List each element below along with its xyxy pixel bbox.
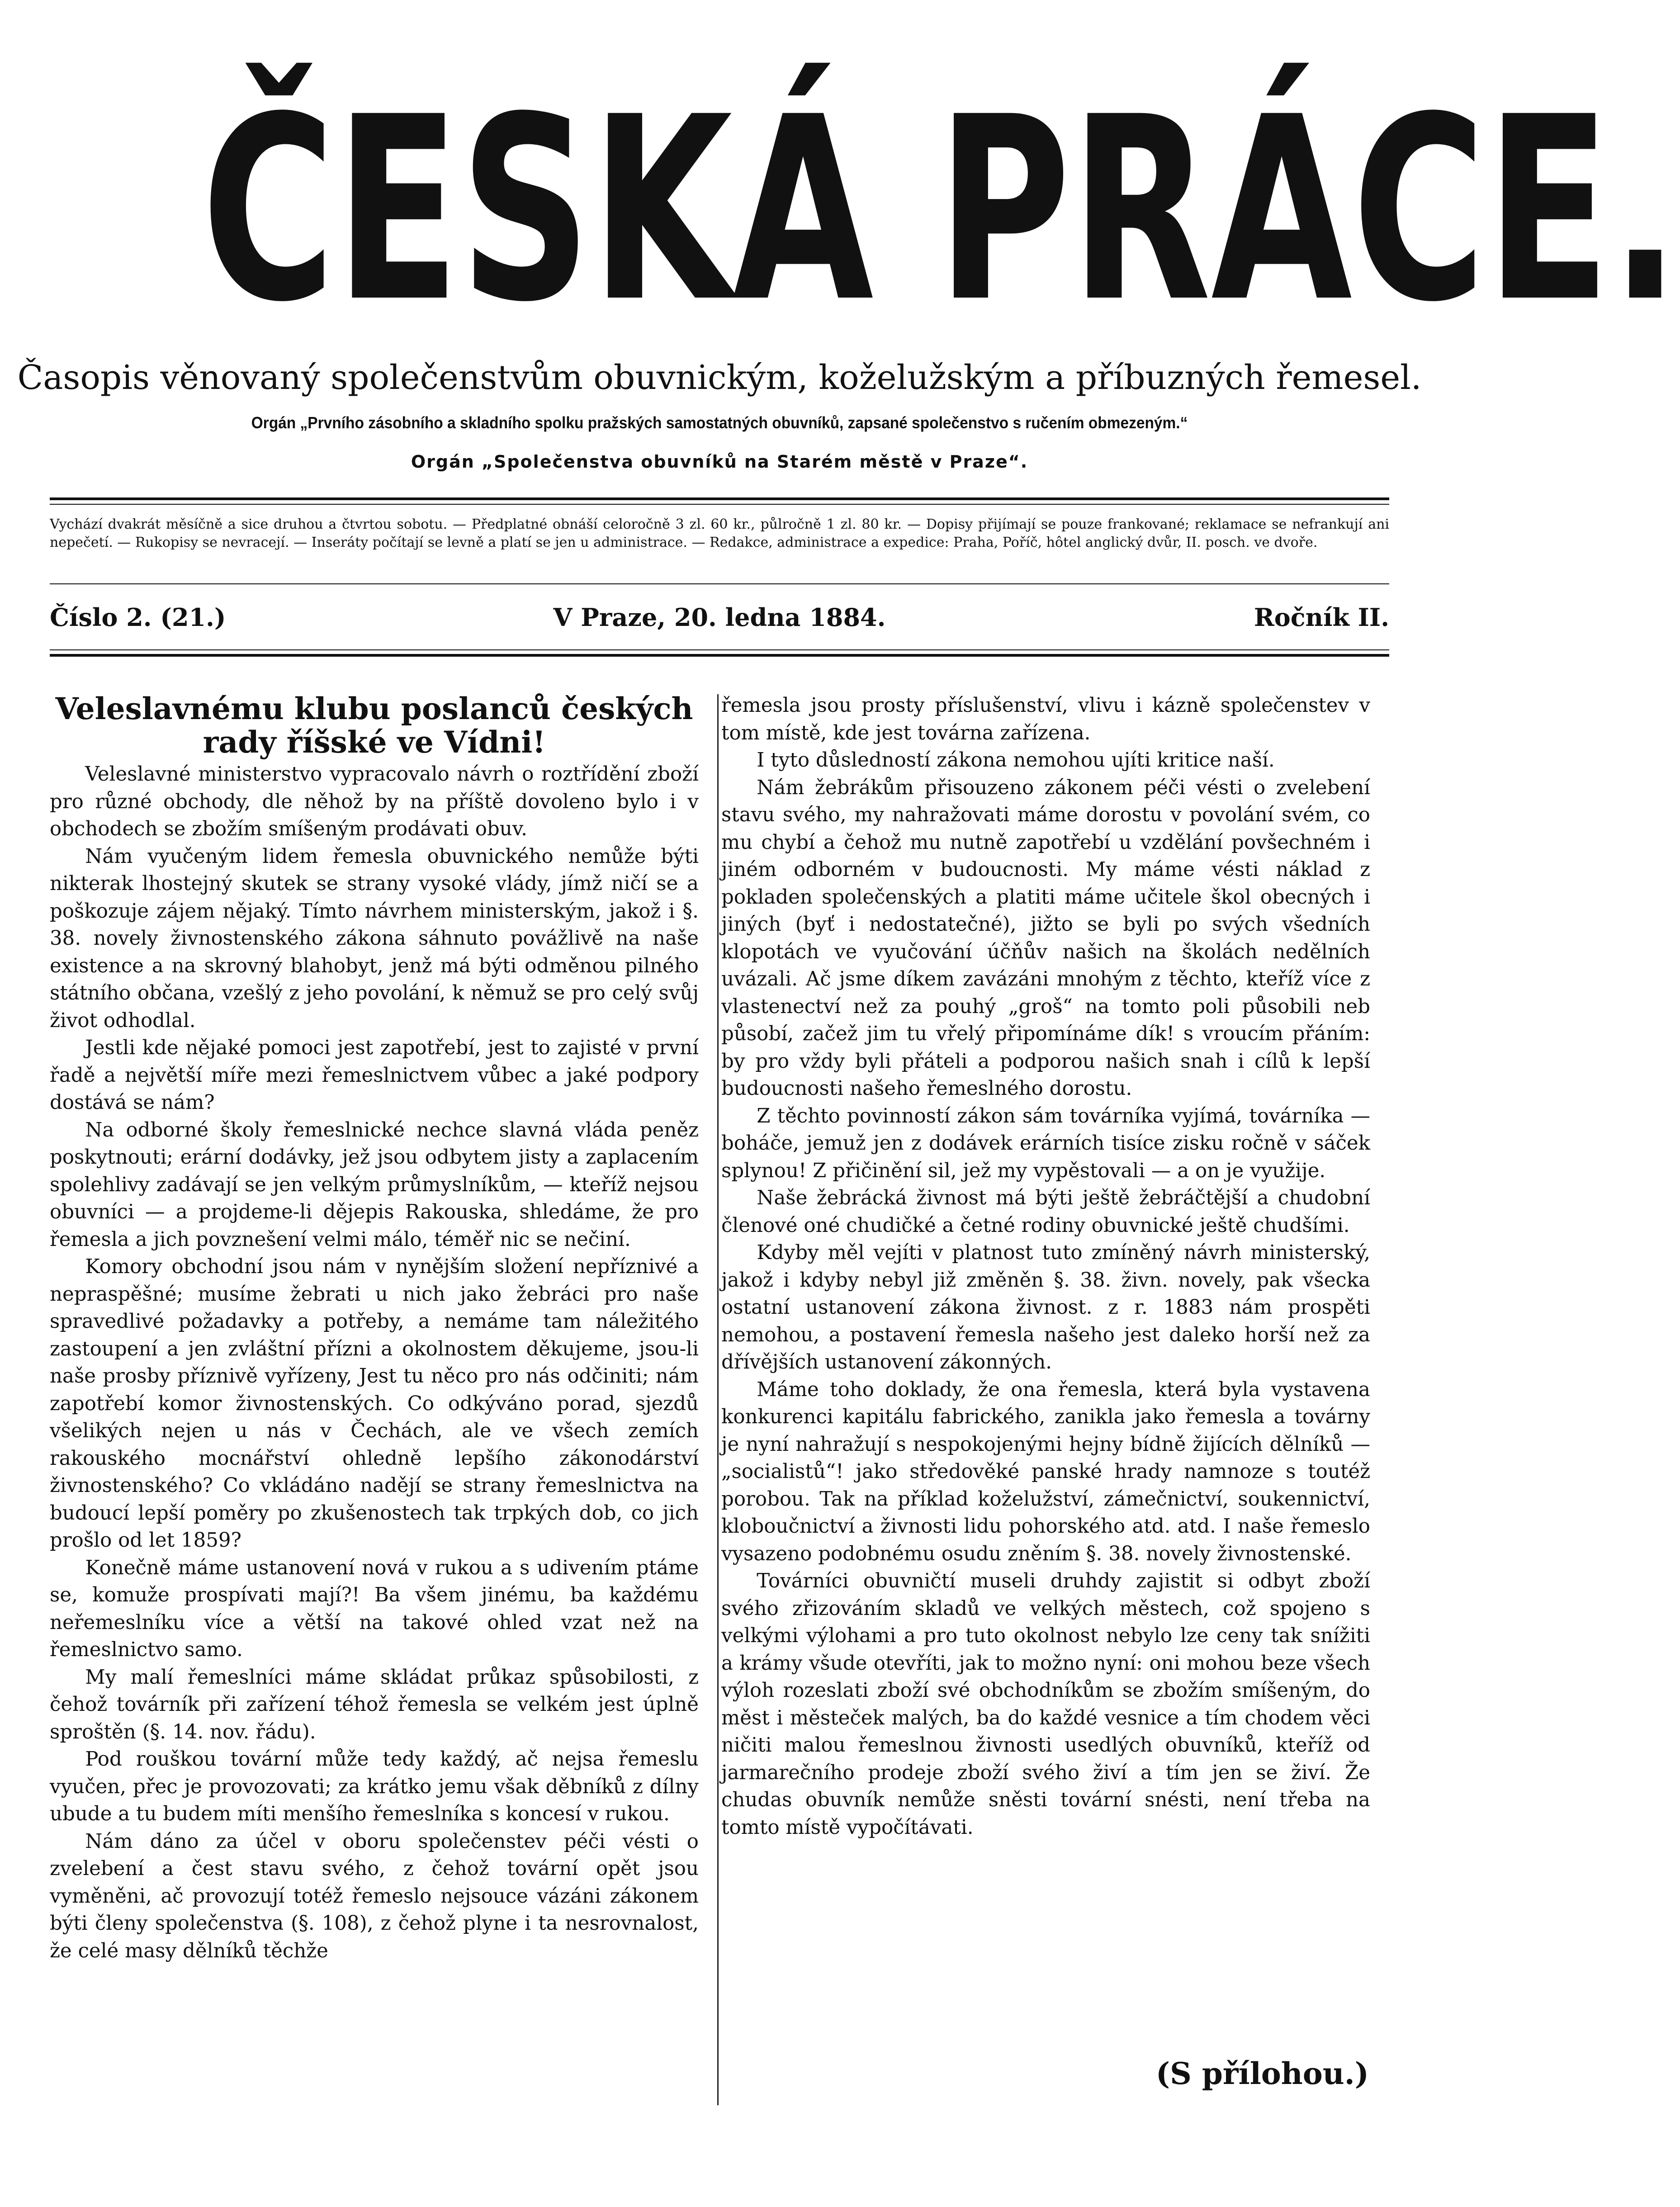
paragraph: Jestli kde nějaké pomoci jest zapotřebí, jest to zajisté v první řadě a největší míře mezi řemeslnictvem vůbec a jaké podpory dostává se nám? [50, 1037, 699, 1114]
issue-number: Číslo 2. (21.) [50, 603, 226, 632]
rule-thin-top [50, 504, 1389, 505]
paragraph: Na odborné školy řemeslnické nechce slavná vláda peněz poskytnouti; erární dodávky, jež jsou odbytem jisty a zaplacením spolehlivy zadávají se jen velkým průmyslníkům, — kteříž nejsou obuvníci — a projdeme-li dějepis Rakouska, shledáme, že pro řemesla a jich povznešení velmi málo, téměř nic se nečiní. [50, 1118, 699, 1251]
organ-line-2: Orgán „Společenstva obuvníků na Starém městě v Praze“. [411, 452, 1028, 472]
paragraph: Kdyby měl vejíti v platnost tuto zmíněný návrh ministerský, jakož i kdyby nebyl již změněn §. 38. živn. novely, pak všecka ostatní ustanovení zákona živnost. z r. 1883 nám prospěti nemohou, a postavení řemesla našeho jest daleko horší než za dřívějších ustanovení zákonných. [721, 1241, 1370, 1373]
paragraph: Veleslavné ministerstvo vypracovalo návrh o roztřídění zboží pro různé obchody, dle něhož by na příště dovoleno bylo i v obchodech se zbožím smíšeným prodávati obuv. [50, 763, 699, 840]
paragraph: Máme toho doklady, že ona řemesla, která byla vystavena konkurenci kapitálu fabrického, zanikla jako řemesla a továrny je nyní nahražují s nespokojenými hejny bídně žijících dělníků — „socialistů“! jako středověké panské hrady namnoze s toutéž porobou. Tak na příklad koželužství, zámečnictví, soukennictví, kloboučnictví a živnosti lidu pohorského atd. atd. I naše řemeslo vysazeno podobnému osudu zněním §. 38. novely živnostenské. [721, 1378, 1370, 1565]
rule-thick-top [50, 497, 1389, 500]
masthead-subtitle: Časopis věnovaný společenstvům obuvnickým, koželužským a příbuzných řemesel. [17, 358, 1422, 397]
attachment-note: (S přílohou.) [1155, 2056, 1369, 2091]
rule-thin-info [50, 583, 1389, 584]
issue-volume: Ročník II. [1254, 603, 1389, 632]
rule-thick-issue [50, 654, 1389, 657]
column-divider [717, 694, 719, 2105]
paragraph: I tyto důsledností zákona nemohou ujíti kritice naší. [757, 749, 1275, 772]
paragraph: Nám vyučeným lidem řemesla obuvnického nemůže býti nikterak lhostejný skutek se strany vysoké vlády, jímž ničí se a poškozuje zájem nějaký. Tímto návrhem ministerským, jakož i §. 38. novely živnostenského zákona sáhnuto povážlivě na naše existence a na skrovný blahobyt, jenž má býti odměnou pilného státního občana, vzešlý z jeho povolání, k němuž se pro celý svůj život odhodlal. [50, 845, 699, 1032]
article-column-left [50, 692, 699, 1965]
rule-thin-issue [50, 649, 1389, 650]
paragraph: Nám dáno za účel v oboru společenstev péči vésti o zvelebení a čest stavu svého, z čehož tovární opět jsou vyměněni, ač provozují totéž řemeslo nejsouce vázáni zákonem býti členy společenstva (§. 108), z čehož plyne i ta nesrovnalost, že celé masy dělníků těchže [50, 1830, 699, 1962]
paragraph: Naše žebrácká živnost má býti ještě žebráčtější a chudobní členové oné chudičké a četné rodiny obuvnické ještě chudšími. [721, 1187, 1370, 1237]
organ-line-1: Orgán „Prvního zásobního a skladního spolku pražských samostatných obuvníků, zapsané společenstvo s ručením obmezeným.“ [251, 413, 1188, 432]
paragraph: Pod rouškou tovární může tedy každý, ač nejsa řemeslu vyučen, přec je provozovati; za krátko jemu však děbníků z dílny ubude a tu budem míti menšího řemeslníka s koncesí v rukou. [50, 1748, 699, 1825]
paragraph: Z těchto povinností zákon sám továrníka vyjímá, továrníka — boháče, jemuž jen z dodávek erárních tisíce zisku ročně v sáček splynou! Z přičinění sil, jež my vypěstovali — a on je využije. [721, 1104, 1370, 1182]
paragraph: Komory obchodní jsou nám v nynějším složení nepříznivé a nepraspěšné; musíme žebrati u nich jako žebráci pro naše spravedlivé požadavky a potřeby, a nemáme tam náležitého zastoupení a jen zvláštní přízni a okolnostem děkujeme, jsou-li naše prosby příznivě vyřízeny, Jest tu něco pro nás odčiniti; nám zapotřebí komor živnostenských. Co odkýváno porad, sjezdů všelikých nejen u nás v Čechách, ale ve všech zemích rakouského mocnářství ohledně lepšího zákonodárství živnostenského? Co vkládáno nadějí se strany řemeslnictva na budoucí lepší poměry po zkušenostech tak trpkých dob, co jich prošlo od let 1859? [50, 1255, 699, 1552]
paragraph: řemesla jsou prosty příslušenství, vlivu i kázně společenstev v tom místě, kde jest továrna zařízena. [721, 694, 1370, 744]
paragraph: My malí řemeslníci máme skládat průkaz spůsobilosti, z čehož továrník při zařízení téhož řemesla se velkém jest úplně sproštěn (§. 14. nov. řádu). [50, 1666, 699, 1743]
article-column-right [721, 692, 1370, 1841]
article-headline: Veleslavnému klubu poslanců českých rady říšské ve Vídni! [55, 691, 693, 760]
publication-info: Vychází dvakrát měsíčně a sice druhou a čtvrtou sobotu. — Předplatné obnáší celoročně 3 zl. 60 kr., půlročně 1 zl. 80 kr. — Dopisy přijímají se pouze frankované; reklamace se nefrankují ani nepečetí. — Rukopisy se nevracejí. — Inseráty počítají se levně a platí se jen u administrace. — Redakce, administrace a expedice: Praha, Poříč, hôtel anglický dvůr, II. posch. ve dvoře. [50, 516, 1389, 550]
issue-place-date: V Praze, 20. ledna 1884. [553, 603, 886, 632]
masthead-title: ČESKÁ PRÁCE. [201, 63, 1680, 358]
paragraph: Továrníci obuvničtí museli druhdy zajistit si odbyt zboží svého zřizováním skladů ve velkých městech, což spojeno s velkými výlohami a pro tuto okolnost nebylo lze ceny tak snížiti a krámy všude otevříti, jak to možno nyní: oni mohou beze všech výloh rozeslati zboží své obchodníkům se zbožím smíšeným, do měst i městeček malých, ba do každé vesnice a tím chodem věci ničiti malou řemeslnou živnosti usedlých obuvníků, kteříž od jarmarečního prodeje zboží svého živí a tím jen se živí. Že chudas obuvník nemůže sněsti tovární snésti, není třeba na tomto místě vypočítávati. [721, 1570, 1370, 1839]
paragraph: Nám žebrákům přisouzeno zákonem péči vésti o zvelebení stavu svého, my nahražovati máme dorostu v povolání svém, co mu chybí a čehož mu nutně zapotřebí u vzdělání povšechném i jiném odborném v budoucnosti. My máme vésti náklad z pokladen společenských a platiti máme učitele škol obecných i jiných (byť i nedostatečné), jižto se byli po svých všedních klopotách ve vyučování účňův našich na školách nedělních uvázali. Ač jsme díkem zavázáni mnohým z těchto, kteříž více z vlastenectví než za pouhý „groš“ na tomto poli působili neb působí, začež jim tu vřelý připomínáme dík! s vroucím přáním: by pro vždy byli přáteli a podporou našich snah i cílů k lepší budoucnosti našeho řemeslného dorostu. [721, 776, 1370, 1100]
paragraph: Konečně máme ustanovení nová v rukou a s udivením ptáme se, komuže prospívati mají?! Ba všem jinému, ba každému neřemeslníku více a větší na takové ohled vzat než na řemeslnictvo samo. [50, 1556, 699, 1661]
